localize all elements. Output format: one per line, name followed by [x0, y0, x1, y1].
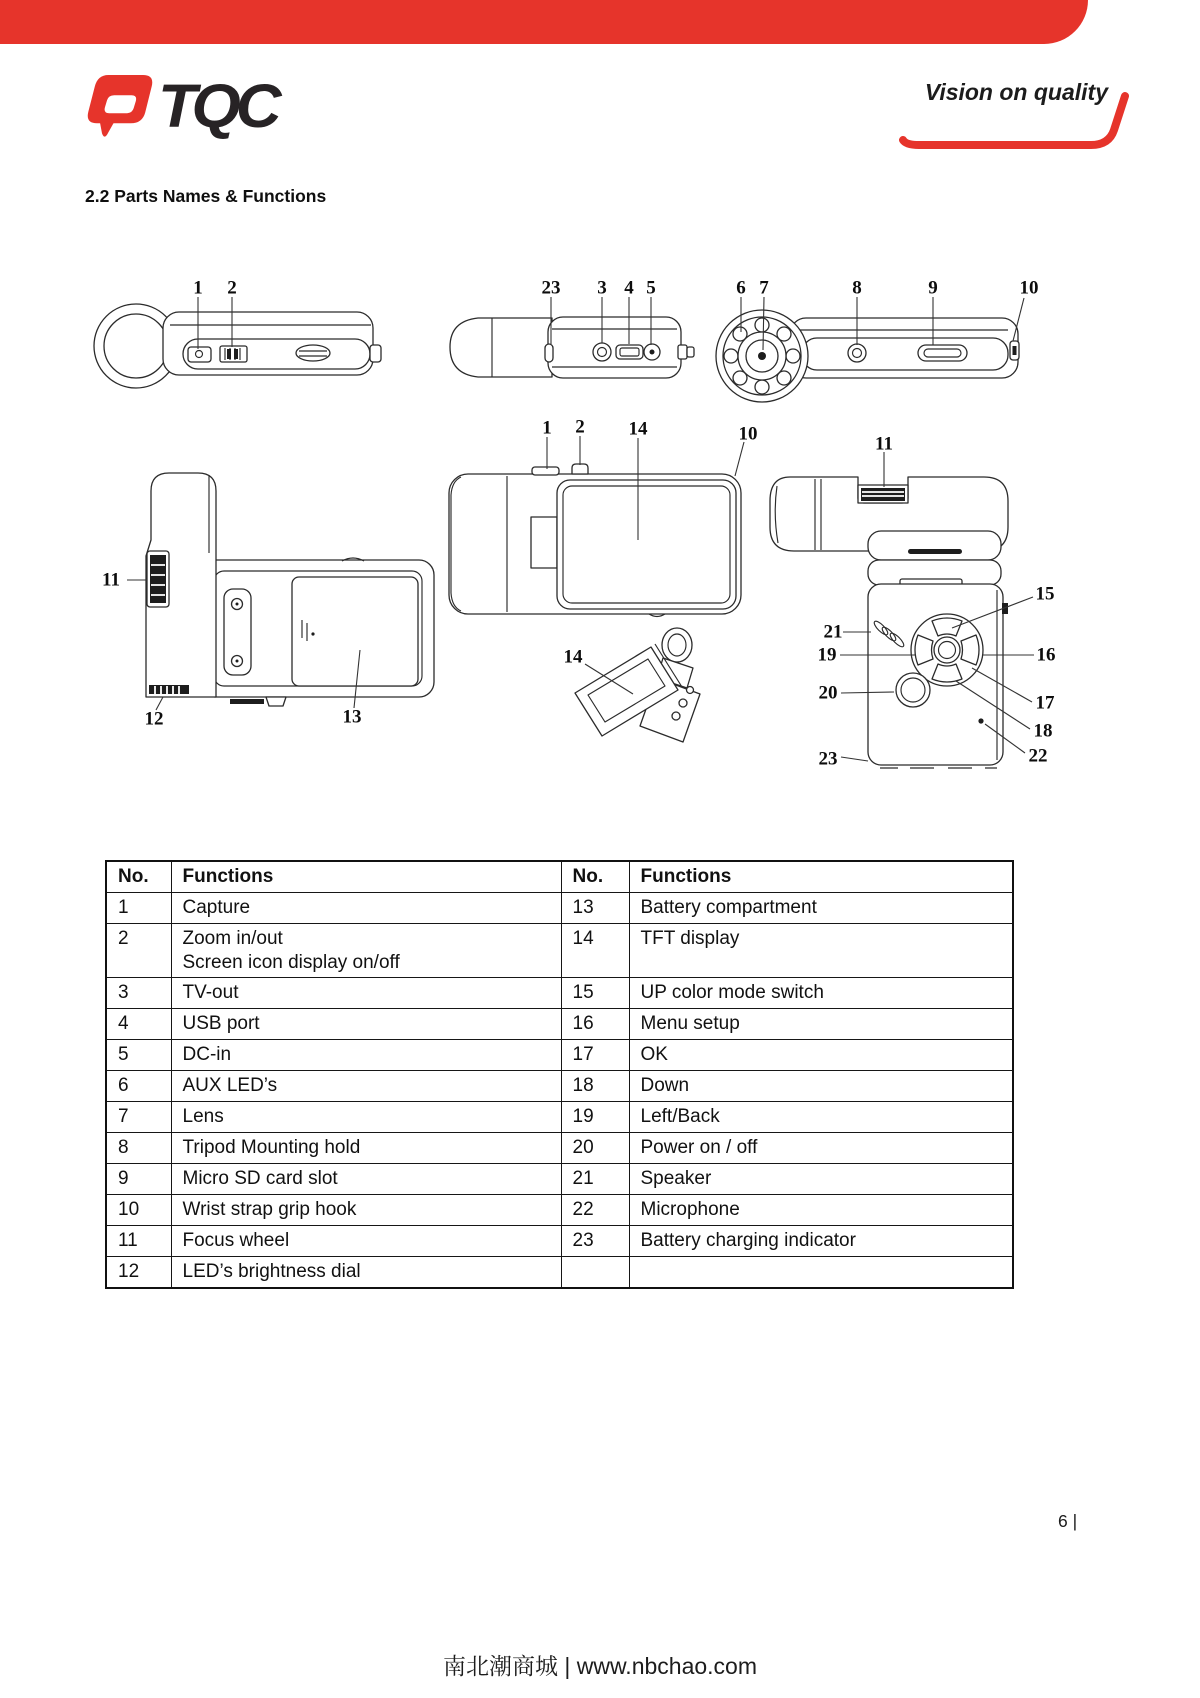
- cell-no: 8: [106, 1133, 171, 1164]
- tagline-text: Vision on quality: [924, 79, 1108, 105]
- callout-6: 6: [736, 277, 746, 299]
- cell-function: Tripod Mounting hold: [171, 1133, 561, 1164]
- table-row: [106, 1071, 1013, 1102]
- table-row: [106, 924, 1013, 978]
- cell-function: UP color mode switch: [629, 978, 1013, 1009]
- functions-table-body: [106, 893, 1013, 1289]
- callout-10: 10: [1019, 277, 1039, 299]
- cell-function: TV-out: [171, 978, 561, 1009]
- device-display-open-view: [575, 628, 700, 742]
- cell-no: 17: [561, 1040, 629, 1071]
- cell-function: Microphone: [629, 1195, 1013, 1226]
- cell-function: USB port: [171, 1009, 561, 1040]
- callout-5: 5: [646, 277, 656, 299]
- cell-no: 13: [561, 893, 629, 924]
- callout-23: 23: [541, 277, 561, 299]
- cell-function: Zoom in/out Screen icon display on/off: [171, 924, 561, 978]
- cell-function: Lens: [171, 1102, 561, 1133]
- table-row: [106, 1257, 1013, 1289]
- cell-no: 14: [561, 924, 629, 978]
- callout-4: 4: [624, 277, 634, 299]
- cell-function: OK: [629, 1040, 1013, 1071]
- cell-function: Battery compartment: [629, 893, 1013, 924]
- device-ports-view: [450, 317, 694, 378]
- cell-function: Speaker: [629, 1164, 1013, 1195]
- callout-22: 22: [1028, 745, 1048, 767]
- callout-18: 18: [1033, 720, 1053, 742]
- cell-no: 23: [561, 1226, 629, 1257]
- callout-8: 8: [852, 277, 862, 299]
- callout-12: 12: [144, 708, 164, 730]
- cell-no: 22: [561, 1195, 629, 1226]
- column-header: Functions: [629, 861, 1013, 893]
- callout-7: 7: [759, 277, 769, 299]
- table-row: [106, 1226, 1013, 1257]
- callout-1: 1: [193, 277, 203, 299]
- callout-16: 16: [1036, 644, 1056, 666]
- table-row: [106, 1009, 1013, 1040]
- cell-no: 7: [106, 1102, 171, 1133]
- callout-10: 10: [738, 423, 758, 445]
- cell-no: 2: [106, 924, 171, 978]
- table-row: [106, 1164, 1013, 1195]
- cell-function: [629, 1257, 1013, 1289]
- cell-no: 11: [106, 1226, 171, 1257]
- cell-function: DC-in: [171, 1040, 561, 1071]
- cell-no: 20: [561, 1133, 629, 1164]
- callout-11: 11: [102, 569, 120, 591]
- callout-13: 13: [342, 706, 362, 728]
- device-back-view: [770, 477, 1008, 768]
- footer-text: 南北潮商城 | www.nbchao.com: [442, 1653, 757, 1679]
- device-display-closed-view: [449, 464, 741, 617]
- cell-function: Battery charging indicator: [629, 1226, 1013, 1257]
- functions-table: [105, 860, 1014, 1289]
- table-row: [106, 1133, 1013, 1164]
- callout-20: 20: [818, 682, 838, 704]
- table-row: [106, 1102, 1013, 1133]
- table-row: [106, 1040, 1013, 1071]
- cell-no: 6: [106, 1071, 171, 1102]
- cell-no: 4: [106, 1009, 171, 1040]
- table-row: [106, 1195, 1013, 1226]
- section-title: 2.2 Parts Names & Functions: [85, 186, 327, 206]
- cell-function: TFT display: [629, 924, 1013, 978]
- device-top-view: [94, 304, 381, 388]
- callout-14: 14: [628, 418, 648, 440]
- cell-no: 15: [561, 978, 629, 1009]
- functions-table-header-row: [106, 861, 1013, 893]
- logo-text: TQC: [158, 72, 277, 140]
- cell-function: Capture: [171, 893, 561, 924]
- callout-23: 23: [818, 748, 838, 770]
- cell-no: 19: [561, 1102, 629, 1133]
- page-number: 6 |: [1058, 1511, 1078, 1531]
- cell-function: Focus wheel: [171, 1226, 561, 1257]
- table-row: [106, 978, 1013, 1009]
- column-header: No.: [106, 861, 171, 893]
- cell-function: Wrist strap grip hook: [171, 1195, 561, 1226]
- callout-14: 14: [563, 646, 583, 668]
- column-header: Functions: [171, 861, 561, 893]
- cell-no: 18: [561, 1071, 629, 1102]
- cell-no: 12: [106, 1257, 171, 1289]
- table-row: [106, 893, 1013, 924]
- device-battery-view: [146, 473, 434, 706]
- cell-function: Down: [629, 1071, 1013, 1102]
- cell-function: Menu setup: [629, 1009, 1013, 1040]
- callout-2: 2: [575, 416, 585, 438]
- cell-function: Power on / off: [629, 1133, 1013, 1164]
- cell-no: 3: [106, 978, 171, 1009]
- device-lens-view: [716, 310, 1019, 402]
- callout-11: 11: [875, 433, 893, 455]
- parts-diagram: [0, 0, 1200, 800]
- callout-2: 2: [227, 277, 237, 299]
- cell-function: AUX LED’s: [171, 1071, 561, 1102]
- cell-function: Micro SD card slot: [171, 1164, 561, 1195]
- cell-function: LED’s brightness dial: [171, 1257, 561, 1289]
- callout-15: 15: [1035, 583, 1055, 605]
- callout-17: 17: [1035, 692, 1055, 714]
- callout-19: 19: [817, 644, 837, 666]
- cell-no: 9: [106, 1164, 171, 1195]
- cell-no: 1: [106, 893, 171, 924]
- callout-3: 3: [597, 277, 607, 299]
- cell-no: 10: [106, 1195, 171, 1226]
- callout-1: 1: [542, 417, 552, 439]
- cell-no: 21: [561, 1164, 629, 1195]
- callout-21: 21: [823, 621, 843, 643]
- column-header: No.: [561, 861, 629, 893]
- callout-9: 9: [928, 277, 938, 299]
- cell-function: Left/Back: [629, 1102, 1013, 1133]
- cell-no: 16: [561, 1009, 629, 1040]
- cell-no: 5: [106, 1040, 171, 1071]
- cell-no: [561, 1257, 629, 1289]
